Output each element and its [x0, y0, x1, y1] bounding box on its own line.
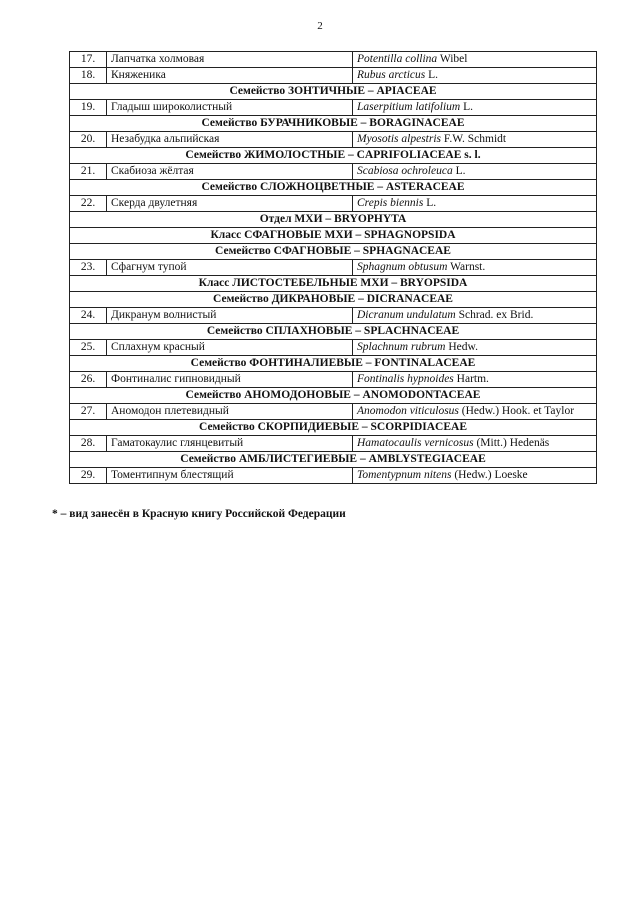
species-number: 23. [70, 260, 107, 276]
section-row [70, 84, 597, 100]
section-heading: Семейство ЖИМОЛОСТНЫЕ – CAPRIFOLIACEAE s. l. [70, 148, 597, 164]
section-heading: Отдел МХИ – BRYOPHYTA [70, 212, 597, 228]
section-heading: Класс СФАГНОВЫЕ МХИ – SPHAGNOPSIDA [70, 228, 597, 244]
species-author: L. [425, 69, 439, 81]
species-row [70, 372, 597, 388]
species-russian-name: Незабудка альпийская [107, 132, 353, 148]
species-number: 25. [70, 340, 107, 356]
species-number: 29. [70, 468, 107, 484]
section-heading: Семейство АМБЛИСТЕГИЕВЫЕ – AMBLYSTEGIACEAE [70, 452, 597, 468]
species-row [70, 196, 597, 212]
footnote-text: – вид занесён в Красную книгу Российской Федерации [57, 508, 346, 520]
section-row [70, 148, 597, 164]
section-heading: Семейство ДИКРАНОВЫЕ – DICRANACEAE [70, 292, 597, 308]
species-number: 21. [70, 164, 107, 180]
section-row [70, 180, 597, 196]
species-latin-cell [353, 308, 597, 324]
species-row [70, 100, 597, 116]
species-latin-cell [353, 132, 597, 148]
section-row [70, 212, 597, 228]
species-latin-cell [353, 340, 597, 356]
species-latin-name: Tomentypnum nitens [357, 469, 452, 481]
species-latin-cell [353, 100, 597, 116]
species-author: (Mitt.) Hedenäs [473, 437, 550, 449]
species-latin-name: Myosotis alpestris [357, 133, 442, 145]
species-latin-name: Scabiosa ochroleuca [357, 165, 453, 177]
species-table [69, 51, 597, 484]
section-heading: Семейство ЗОНТИЧНЫЕ – APIACEAE [70, 84, 597, 100]
section-heading: Семейство СЛОЖНОЦВЕТНЫЕ – ASTERACEAE [70, 180, 597, 196]
species-author: Hedw. [445, 341, 478, 353]
species-russian-name: Томентипнум блестящий [107, 468, 353, 484]
species-russian-name: Сфагнум тупой [107, 260, 353, 276]
species-number: 19. [70, 100, 107, 116]
section-heading: Семейство СКОРПИДИЕВЫЕ – SCORPIDIACEAE [70, 420, 597, 436]
section-row [70, 292, 597, 308]
section-row [70, 420, 597, 436]
species-latin-name: Sphagnum obtusum [357, 261, 448, 273]
section-heading: Семейство АНОМОДОНОВЫЕ – ANOMODONTACEAE [70, 388, 597, 404]
species-row [70, 436, 597, 452]
page-number: 2 [317, 20, 323, 32]
species-russian-name: Скерда двулетняя [107, 196, 353, 212]
section-row [70, 356, 597, 372]
species-author: Warnst. [447, 261, 486, 273]
section-row [70, 452, 597, 468]
species-latin-cell [353, 372, 597, 388]
species-latin-name: Potentilla collina [357, 53, 438, 65]
species-russian-name: Гладыш широколистный [107, 100, 353, 116]
species-row [70, 468, 597, 484]
section-heading: Семейство ФОНТИНАЛИЕВЫЕ – FONTINALACEAE [70, 356, 597, 372]
species-latin-name: Rubus arcticus [357, 69, 426, 81]
species-number: 20. [70, 132, 107, 148]
species-author: Wibel [437, 53, 468, 65]
species-author: (Hedw.) Hook. et Taylor [458, 405, 575, 417]
species-latin-name: Anomodon viticulosus [357, 405, 459, 417]
species-latin-name: Crepis biennis [357, 197, 424, 209]
species-russian-name: Дикранум волнистый [107, 308, 353, 324]
species-latin-cell [353, 164, 597, 180]
species-row [70, 132, 597, 148]
species-row [70, 404, 597, 420]
species-number: 17. [70, 52, 107, 68]
species-number: 28. [70, 436, 107, 452]
species-russian-name: Лапчатка холмовая [107, 52, 353, 68]
section-row [70, 116, 597, 132]
species-author: Schrad. ex Brid. [455, 309, 534, 321]
section-heading: Класс ЛИСТОСТЕБЕЛЬНЫЕ МХИ – BRYOPSIDA [70, 276, 597, 292]
species-author: F.W. Schmidt [441, 133, 507, 145]
species-number: 27. [70, 404, 107, 420]
species-number: 22. [70, 196, 107, 212]
footnote-marker: * [52, 508, 58, 520]
species-latin-name: Hamatocaulis vernicosus [357, 437, 474, 449]
section-heading: Семейство СПЛАХНОВЫЕ – SPLACHNACEAE [70, 324, 597, 340]
section-row [70, 388, 597, 404]
species-latin-cell [353, 68, 597, 84]
species-number: 26. [70, 372, 107, 388]
species-russian-name: Сплахнум красный [107, 340, 353, 356]
species-latin-cell [353, 404, 597, 420]
species-author: Hartm. [453, 373, 489, 385]
species-russian-name: Гаматокаулис глянцевитый [107, 436, 353, 452]
species-row [70, 340, 597, 356]
species-table-body [70, 52, 597, 484]
section-row [70, 228, 597, 244]
species-latin-cell [353, 436, 597, 452]
species-author: L. [452, 165, 466, 177]
species-latin-cell [353, 260, 597, 276]
species-number: 18. [70, 68, 107, 84]
species-row [70, 52, 597, 68]
species-row [70, 164, 597, 180]
species-author: L. [423, 197, 437, 209]
species-author: (Hedw.) Loeske [451, 469, 528, 481]
species-latin-name: Laserpitium latifolium [357, 101, 461, 113]
species-author: L. [460, 101, 473, 113]
species-latin-cell [353, 196, 597, 212]
species-latin-name: Fontinalis hypnoides [357, 373, 454, 385]
section-row [70, 324, 597, 340]
section-row [70, 276, 597, 292]
section-row [70, 244, 597, 260]
species-russian-name: Аномодон плетевидный [107, 404, 353, 420]
species-row [70, 308, 597, 324]
species-number: 24. [70, 308, 107, 324]
section-heading: Семейство СФАГНОВЫЕ – SPHAGNACEAE [70, 244, 597, 260]
footnote [52, 508, 346, 520]
species-russian-name: Княженика [107, 68, 353, 84]
species-latin-name: Dicranum undulatum [357, 309, 456, 321]
species-row [70, 68, 597, 84]
species-latin-cell [353, 52, 597, 68]
species-row [70, 260, 597, 276]
species-russian-name: Скабиоза жёлтая [107, 164, 353, 180]
species-russian-name: Фонтиналис гипновидный [107, 372, 353, 388]
species-latin-name: Splachnum rubrum [357, 341, 446, 353]
species-latin-cell [353, 468, 597, 484]
section-heading: Семейство БУРАЧНИКОВЫЕ – BORAGINACEAE [70, 116, 597, 132]
